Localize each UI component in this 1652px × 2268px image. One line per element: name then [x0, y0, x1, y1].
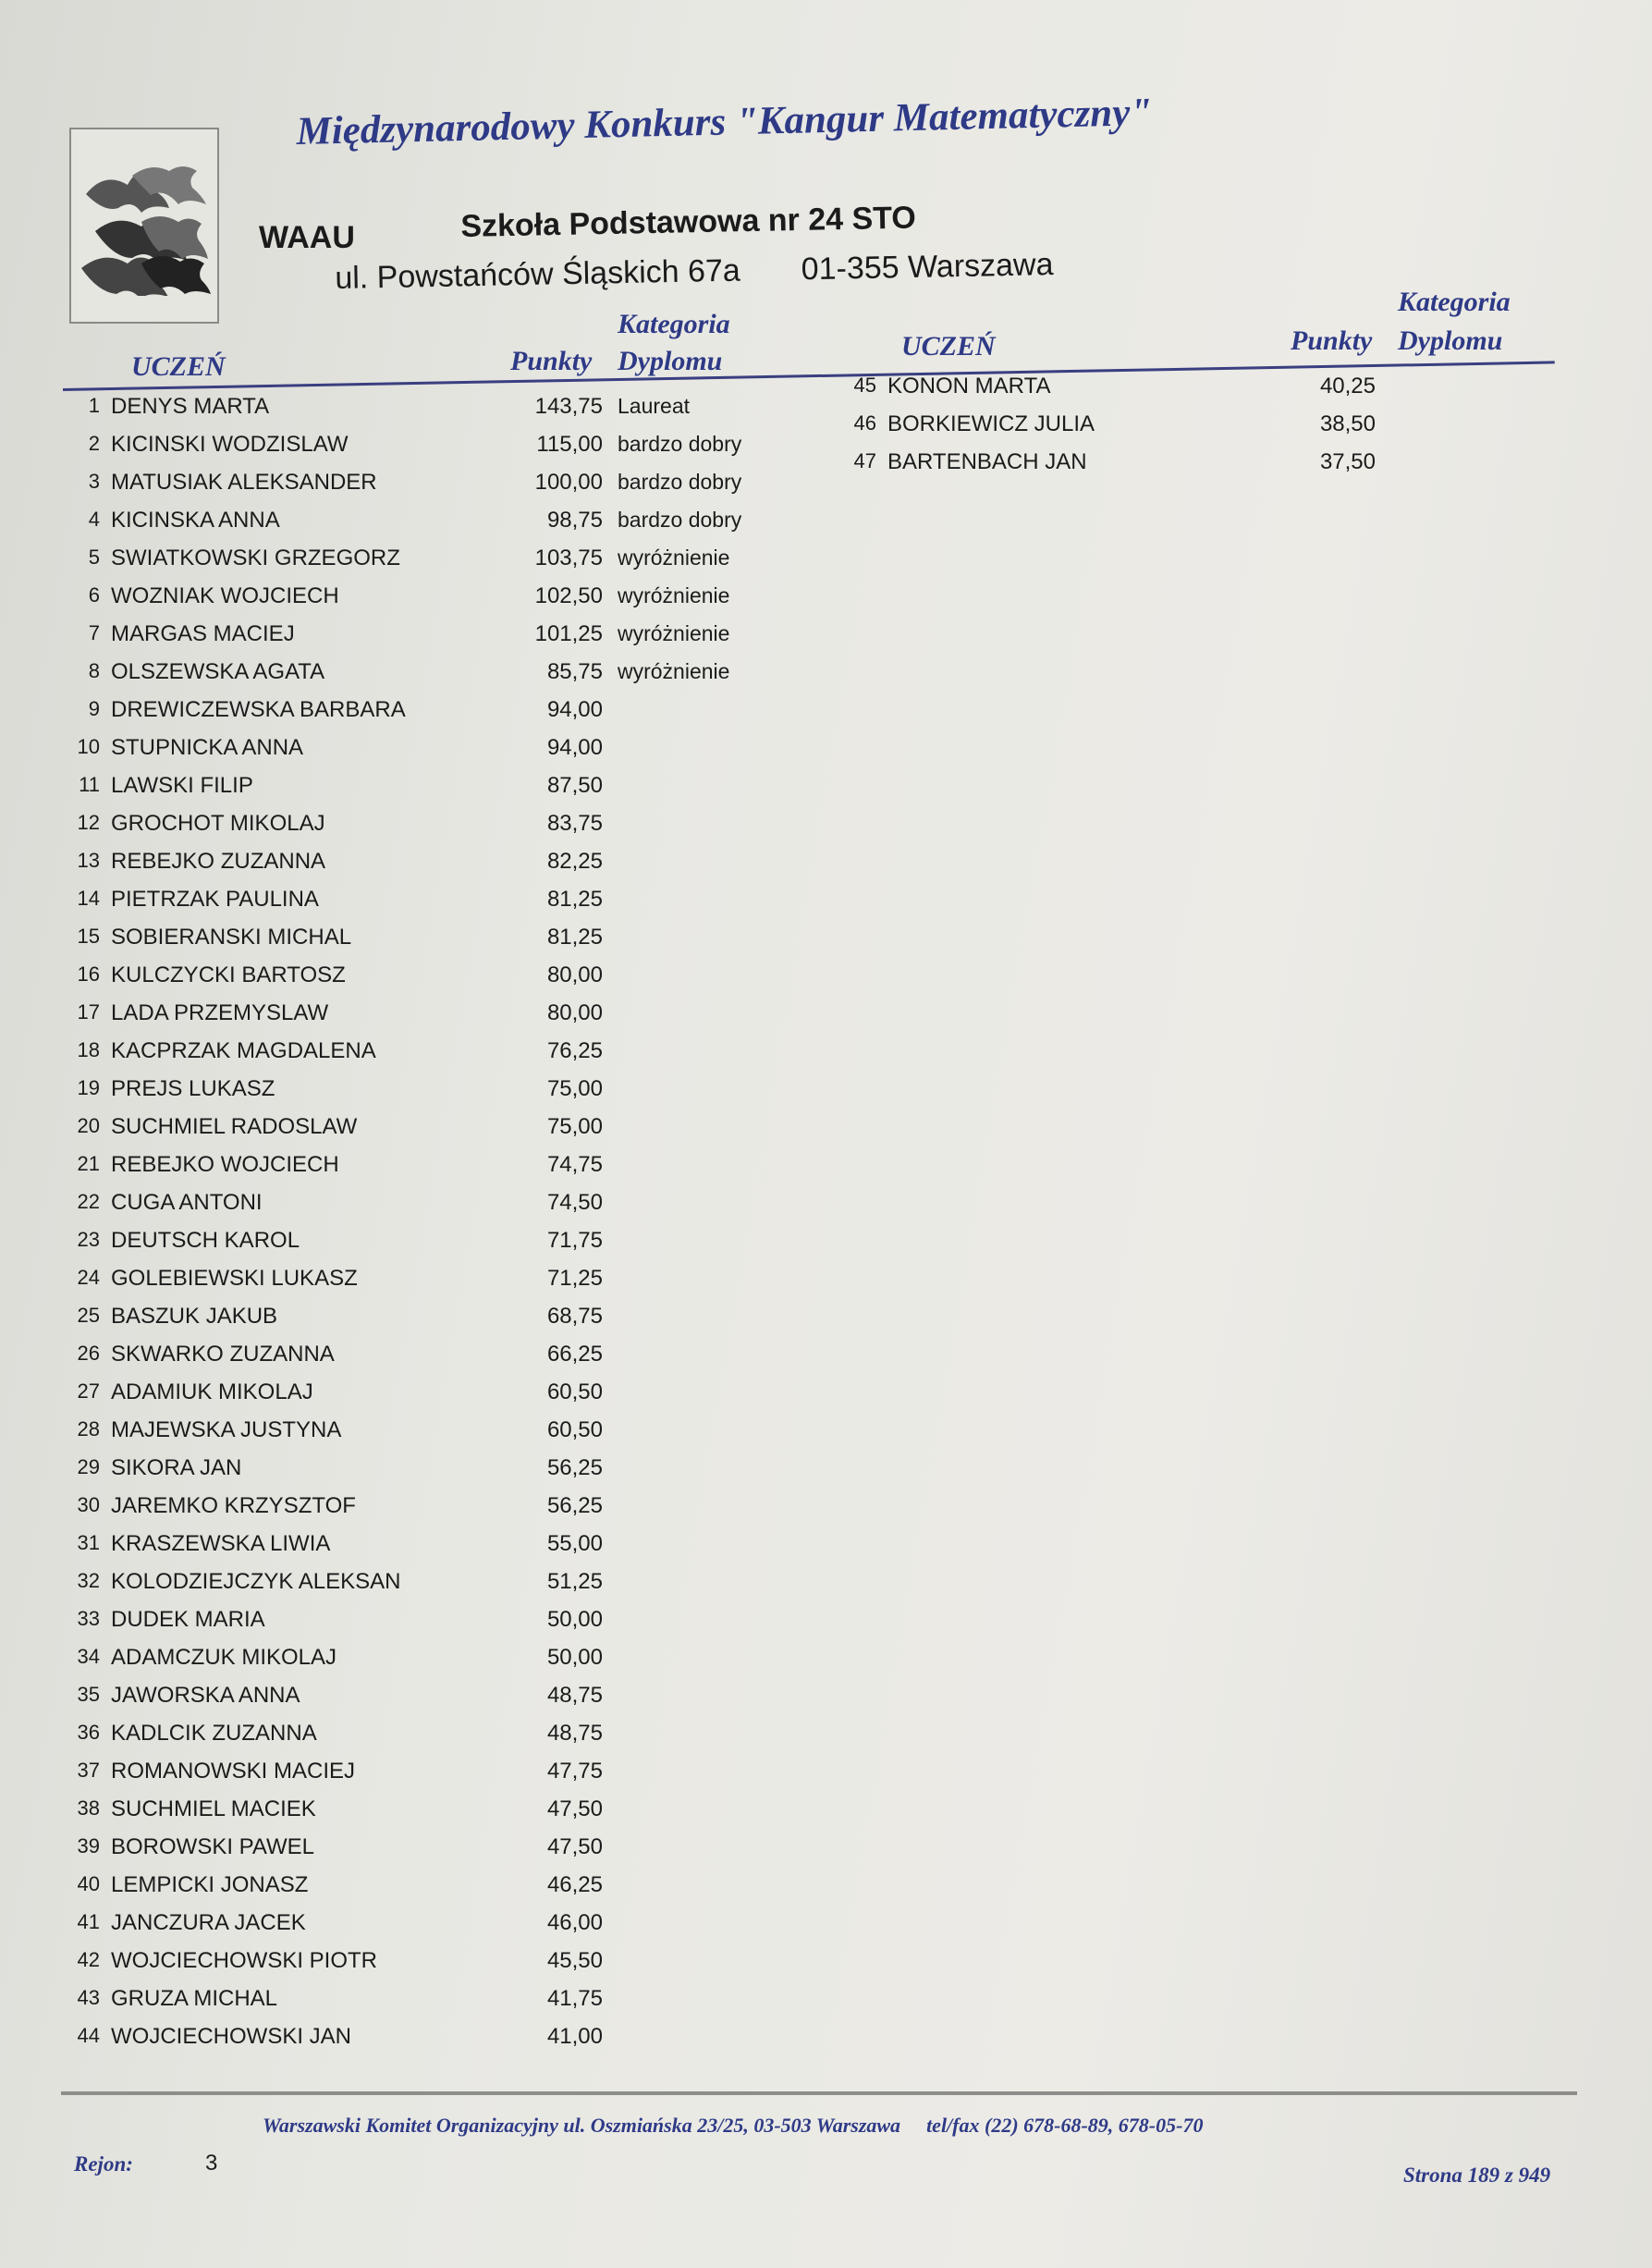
table-row: [57, 773, 797, 810]
table-row: [57, 621, 797, 658]
row-number: 45: [853, 374, 876, 397]
diploma-category: Laureat: [618, 394, 691, 418]
student-name: DUDEK MARIA: [111, 1607, 265, 1633]
student-points: 115,00: [536, 432, 603, 457]
student-points: 103,75: [534, 546, 603, 571]
student-name: DEUTSCH KAROL: [111, 1228, 300, 1254]
row-number: 8: [88, 659, 100, 683]
row-number: 36: [77, 1721, 100, 1745]
student-name: LAWSKI FILIP: [111, 773, 253, 799]
header-category-left-1: Kategoria: [618, 309, 730, 339]
table-row: [57, 1834, 797, 1871]
table-row: [57, 1228, 797, 1265]
header-points-right: Punkty: [1291, 325, 1373, 356]
student-points: 51,25: [546, 1569, 603, 1595]
table-row: [57, 811, 797, 848]
row-number: 9: [88, 697, 100, 721]
diploma-category: bardzo dobry: [618, 470, 742, 495]
student-points: 71,75: [546, 1228, 603, 1254]
header-student-right: UCZEŃ: [901, 331, 996, 362]
student-name: KADLCIK ZUZANNA: [111, 1721, 317, 1747]
header-category-right-1: Kategoria: [1398, 287, 1511, 317]
student-points: 83,75: [546, 811, 603, 837]
row-number: 5: [88, 546, 100, 570]
table-row: [57, 735, 797, 772]
student-name: CUGA ANTONI: [111, 1190, 263, 1216]
row-number: 41: [77, 1910, 100, 1934]
table-row: [57, 1910, 797, 1947]
school-city: 01-355 Warszawa: [801, 247, 1054, 288]
table-row: [57, 659, 797, 696]
row-number: 44: [77, 2024, 100, 2048]
table-row: [834, 411, 1573, 448]
student-name: DREWICZEWSKA BARBARA: [111, 697, 406, 723]
row-number: 1: [88, 394, 100, 417]
student-points: 50,00: [546, 1645, 603, 1671]
student-name: PIETRZAK PAULINA: [111, 887, 319, 913]
student-points: 80,00: [546, 962, 603, 988]
student-points: 76,25: [546, 1038, 603, 1064]
student-points: 98,75: [546, 508, 603, 533]
row-number: 46: [853, 411, 876, 435]
student-name: BARTENBACH JAN: [887, 449, 1087, 474]
table-row: [57, 1872, 797, 1909]
row-number: 20: [77, 1114, 100, 1138]
student-name: SUCHMIEL MACIEK: [111, 1796, 316, 1822]
row-number: 32: [77, 1569, 100, 1593]
student-points: 48,75: [546, 1683, 603, 1709]
student-points: 55,00: [546, 1531, 603, 1557]
table-row: [57, 1721, 797, 1758]
student-name: ADAMIUK MIKOLAJ: [111, 1379, 313, 1405]
student-name: PREJS LUKASZ: [111, 1076, 275, 1102]
table-row: [57, 1531, 797, 1568]
table-row: [57, 2024, 797, 2061]
school-code: WAAU: [259, 220, 355, 255]
row-number: 15: [77, 925, 100, 949]
row-number: 19: [77, 1076, 100, 1100]
table-row: [57, 1152, 797, 1189]
table-row: [57, 1607, 797, 1644]
row-number: 23: [77, 1228, 100, 1252]
student-name: REBEJKO ZUZANNA: [111, 849, 326, 875]
student-points: 87,50: [546, 773, 603, 799]
row-number: 26: [77, 1342, 100, 1366]
header-category-right-2: Dyplomu: [1398, 325, 1503, 356]
rejon-label: Rejon:: [74, 2152, 133, 2176]
footer-phone: tel/fax (22) 678-68-89, 678-05-70: [926, 2114, 1204, 2137]
student-name: MARGAS MACIEJ: [111, 621, 295, 647]
table-row: [57, 1569, 797, 1606]
table-row: [57, 1379, 797, 1416]
student-points: 45,50: [546, 1948, 603, 1974]
table-row: [57, 1342, 797, 1379]
table-row: [57, 432, 797, 469]
student-name: DENYS MARTA: [111, 394, 270, 419]
student-points: 66,25: [546, 1342, 603, 1367]
row-number: 10: [77, 735, 100, 759]
diploma-category: wyróżnienie: [618, 659, 730, 684]
student-points: 74,75: [546, 1152, 603, 1178]
student-points: 48,75: [546, 1721, 603, 1747]
row-number: 13: [77, 849, 100, 873]
row-number: 2: [88, 432, 100, 455]
table-row: [57, 1796, 797, 1833]
student-points: 81,25: [546, 887, 603, 913]
school-address: [335, 246, 1115, 297]
table-row: [57, 962, 797, 999]
table-row: [57, 1417, 797, 1454]
diploma-category: bardzo dobry: [618, 508, 742, 533]
row-number: 18: [77, 1038, 100, 1062]
student-points: 47,50: [546, 1834, 603, 1860]
student-name: KICINSKA ANNA: [111, 508, 280, 533]
student-name: LADA PRZEMYSLAW: [111, 1000, 329, 1026]
student-points: 94,00: [546, 697, 603, 723]
table-row: [57, 1683, 797, 1720]
student-points: 71,25: [546, 1266, 603, 1292]
header-student-left: UCZEŃ: [131, 351, 226, 382]
student-name: KICINSKI WODZISLAW: [111, 432, 349, 457]
student-points: 56,25: [546, 1455, 603, 1481]
row-number: 37: [77, 1759, 100, 1783]
diploma-category: bardzo dobry: [618, 432, 742, 456]
student-name: GROCHOT MIKOLAJ: [111, 811, 325, 837]
table-row: [834, 374, 1573, 411]
header-points-left: Punkty: [510, 346, 593, 376]
table-row: [57, 1266, 797, 1303]
row-number: 34: [77, 1645, 100, 1669]
table-row: [57, 1455, 797, 1492]
header-category-left-2: Dyplomu: [618, 346, 723, 376]
school-street: ul. Powstańców Śląskich 67a: [335, 252, 741, 296]
student-points: 82,25: [546, 849, 603, 875]
table-row: [57, 925, 797, 962]
student-points: 56,25: [546, 1493, 603, 1519]
page-number: Strona 189 z 949: [1403, 2164, 1551, 2187]
student-points: 37,50: [1319, 449, 1376, 474]
table-row: [57, 1304, 797, 1341]
diploma-category: wyróżnienie: [618, 546, 730, 570]
row-number: 38: [77, 1796, 100, 1821]
student-name: WOJCIECHOWSKI PIOTR: [111, 1948, 377, 1974]
table-row: [57, 1759, 797, 1796]
table-row: [57, 1038, 797, 1075]
row-number: 16: [77, 962, 100, 987]
student-name: WOJCIECHOWSKI JAN: [111, 2024, 352, 2050]
row-number: 21: [77, 1152, 100, 1176]
table-row: [57, 1645, 797, 1682]
footer-divider: [61, 2091, 1577, 2095]
student-points: 75,00: [546, 1114, 603, 1140]
row-number: 42: [77, 1948, 100, 1972]
student-points: 41,00: [546, 2024, 603, 2050]
row-number: 27: [77, 1379, 100, 1404]
student-points: 102,50: [534, 583, 603, 609]
row-number: 47: [853, 449, 876, 472]
student-points: 46,00: [546, 1910, 603, 1936]
student-points: 68,75: [546, 1304, 603, 1330]
row-number: 28: [77, 1417, 100, 1441]
student-name: BOROWSKI PAWEL: [111, 1834, 315, 1860]
table-row: [57, 546, 797, 582]
row-number: 22: [77, 1190, 100, 1214]
student-points: 85,75: [546, 659, 603, 685]
student-name: JAREMKO KRZYSZTOF: [111, 1493, 356, 1519]
table-row: [57, 1076, 797, 1113]
student-points: 38,50: [1319, 411, 1376, 436]
student-name: MAJEWSKA JUSTYNA: [111, 1417, 342, 1443]
student-points: 81,25: [546, 925, 603, 950]
table-row: [57, 1986, 797, 2023]
table-row: [57, 1493, 797, 1530]
student-points: 143,75: [534, 394, 603, 419]
student-points: 47,75: [546, 1759, 603, 1784]
rejon-value: 3: [205, 2151, 218, 2176]
student-name: SOBIERANSKI MICHAL: [111, 925, 352, 950]
student-points: 101,25: [534, 621, 603, 647]
student-name: KOLODZIEJCZYK ALEKSAN: [111, 1569, 401, 1595]
student-points: 74,50: [546, 1190, 603, 1216]
student-name: JAWORSKA ANNA: [111, 1683, 300, 1709]
row-number: 29: [77, 1455, 100, 1479]
school-name: Szkoła Podstawowa nr 24 STO: [460, 200, 917, 244]
row-number: 17: [77, 1000, 100, 1024]
student-name: OLSZEWSKA AGATA: [111, 659, 325, 685]
student-points: 47,50: [546, 1796, 603, 1822]
row-number: 30: [77, 1493, 100, 1517]
student-name: SKWARKO ZUZANNA: [111, 1342, 335, 1367]
student-points: 80,00: [546, 1000, 603, 1026]
row-number: 40: [77, 1872, 100, 1896]
student-points: 75,00: [546, 1076, 603, 1102]
student-points: 60,50: [546, 1379, 603, 1405]
student-name: KONON MARTA: [887, 374, 1051, 398]
student-name: GRUZA MICHAL: [111, 1986, 278, 2012]
contest-title: Międzynarodowy Konkurs "Kangur Matematyczny": [296, 90, 1153, 153]
student-name: ROMANOWSKI MACIEJ: [111, 1759, 356, 1784]
table-row: [57, 1190, 797, 1227]
diploma-category: wyróżnienie: [618, 583, 730, 608]
student-points: 94,00: [546, 735, 603, 761]
student-points: 50,00: [546, 1607, 603, 1633]
row-number: 4: [88, 508, 100, 532]
student-name: REBEJKO WOJCIECH: [111, 1152, 339, 1178]
student-name: STUPNICKA ANNA: [111, 735, 304, 761]
student-name: BORKIEWICZ JULIA: [887, 411, 1095, 436]
diploma-category: wyróżnienie: [618, 621, 730, 646]
kangaroo-logo-icon: [77, 157, 212, 296]
row-number: 31: [77, 1531, 100, 1555]
student-name: MATUSIAK ALEKSANDER: [111, 470, 377, 496]
student-points: 60,50: [546, 1417, 603, 1443]
table-row: [57, 1000, 797, 1037]
student-points: 40,25: [1319, 374, 1376, 398]
kangaroo-logo: [69, 128, 219, 324]
row-number: 3: [88, 470, 100, 494]
student-name: LEMPICKI JONASZ: [111, 1872, 309, 1898]
row-number: 33: [77, 1607, 100, 1631]
row-number: 24: [77, 1266, 100, 1290]
row-number: 12: [77, 811, 100, 835]
student-name: KULCZYCKI BARTOSZ: [111, 962, 346, 988]
table-row: [57, 849, 797, 886]
table-row: [57, 1948, 797, 1985]
row-number: 39: [77, 1834, 100, 1858]
student-points: 100,00: [534, 470, 603, 496]
row-number: 25: [77, 1304, 100, 1328]
student-name: ADAMCZUK MIKOLAJ: [111, 1645, 337, 1671]
student-name: SWIATKOWSKI GRZEGORZ: [111, 546, 400, 571]
footer-contact: [263, 2114, 1203, 2138]
table-row: [57, 508, 797, 545]
student-name: WOZNIAK WOJCIECH: [111, 583, 339, 609]
table-row: [834, 449, 1573, 486]
student-name: KACPRZAK MAGDALENA: [111, 1038, 376, 1064]
table-row: [57, 697, 797, 734]
table-row: [57, 1114, 797, 1151]
student-name: JANCZURA JACEK: [111, 1910, 306, 1936]
footer-committee: Warszawski Komitet Organizacyjny ul. Oszmiańska 23/25, 03-503 Warszawa: [263, 2114, 901, 2137]
table-row: [57, 583, 797, 620]
student-name: KRASZEWSKA LIWIA: [111, 1531, 331, 1557]
student-points: 41,75: [546, 1986, 603, 2012]
student-name: GOLEBIEWSKI LUKASZ: [111, 1266, 358, 1292]
row-number: 6: [88, 583, 100, 607]
table-row: [57, 394, 797, 431]
student-points: 46,25: [546, 1872, 603, 1898]
student-name: SUCHMIEL RADOSLAW: [111, 1114, 358, 1140]
row-number: 7: [88, 621, 100, 645]
student-name: SIKORA JAN: [111, 1455, 242, 1481]
table-row: [57, 887, 797, 924]
student-name: BASZUK JAKUB: [111, 1304, 278, 1330]
table-row: [57, 470, 797, 507]
row-number: 35: [77, 1683, 100, 1707]
row-number: 11: [79, 773, 100, 797]
row-number: 14: [77, 887, 100, 911]
row-number: 43: [77, 1986, 100, 2010]
